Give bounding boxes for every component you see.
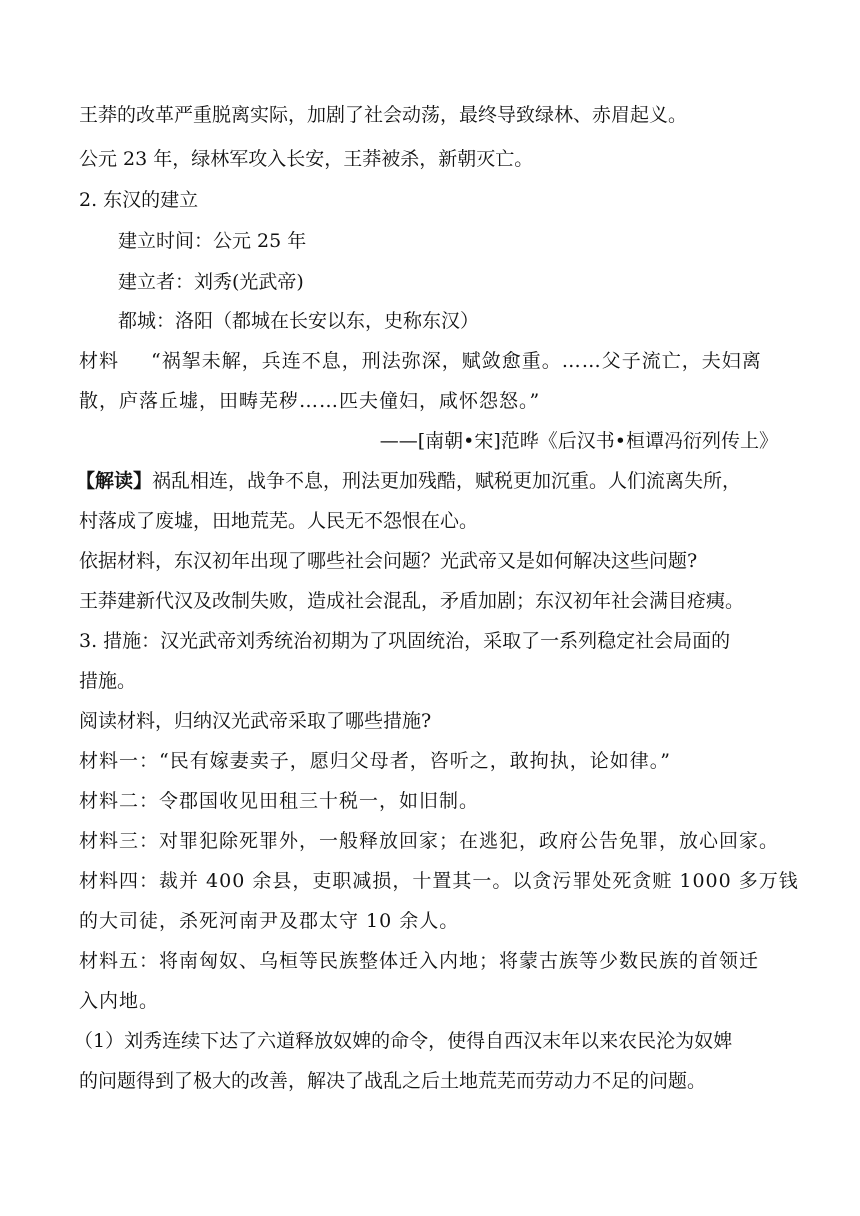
material-item-continued: 入内地。 [79,990,160,1012]
material-item: 材料一：“民有嫁妻卖子，愿归父母者，咨听之，敢拘执，论如律。” [79,750,671,772]
material-label: 材料 [79,350,120,372]
answer-line: 王莽建新代汉及改制失败，造成社会混乱，矛盾加剧；东汉初年社会满目疮痍。 [79,590,745,612]
section-heading: 2. 东汉的建立 [79,189,199,211]
source-citation: ——[南朝•宋]范晔《后汉书•桓谭冯衍列传上》 [379,430,778,452]
paragraph-line: 措施。 [79,670,137,692]
answer-line: （1）刘秀连续下达了六道释放奴婢的命令，使得自西汉末年以来农民沦为奴婢 [74,1030,733,1052]
material-quote-continued: 散，庐落丘墟，田畴芜秽……匹夫僮妇，咸怀怨怒。” [79,390,541,412]
question-line: 依据材料，东汉初年出现了哪些社会问题？光武帝又是如何解决这些问题? [79,550,698,572]
material-item: 材料三：对罪犯除死罪外，一般释放回家；在逃犯，政府公告免罪，放心回家。 [79,830,780,852]
interpretation-text: 祸乱相连，战争不息，刑法更加残酷，赋税更加沉重。人们流离失所， [152,470,742,492]
paragraph-line: 村落成了废墟，田地荒芜。人民无不怨恨在心。 [79,510,479,532]
material-item: 材料五：将南匈奴、乌桓等民族整体迁入内地；将蒙古族等少数民族的首领迁 [79,950,760,972]
material-item: 材料四：裁并 400 余县，吏职减损，十置其一。以贪污罪处死贪赃 1000 多万钱 [79,870,799,892]
question-line: 阅读材料，归纳汉光武帝采取了哪些措施? [79,710,432,732]
interpretation-mark: 【解读】 [76,470,153,492]
material-quote [79,349,762,373]
info-line: 建立者：刘秀(光武帝) [118,271,304,293]
info-line: 都城：洛阳（都城在长安以东，史称东汉） [118,310,480,332]
paragraph-line: 王莽的改革严重脱离实际，加剧了社会动荡，最终导致绿林、赤眉起义。 [79,104,688,126]
material-item: 材料二：令郡国收见田租三十税一，如旧制。 [79,790,480,812]
answer-line: 的问题得到了极大的改善，解决了战乱之后土地荒芜而劳动力不足的问题。 [79,1070,707,1092]
interpretation [76,469,741,493]
material-quote-text: “祸挐未解，兵连不息，刑法弥深，赋敛愈重。……父子流亡，夫妇离 [151,350,762,372]
section-heading: 3. 措施：汉光武帝刘秀统治初期为了巩固统治，采取了一系列稳定社会局面的 [79,630,731,652]
material-item-continued: 的大司徒，杀死河南尹及郡太守 10 余人。 [79,910,460,932]
info-line: 建立时间：公元 25 年 [118,230,307,252]
paragraph-line: 公元 23 年，绿林军攻入长安，王莽被杀，新朝灭亡。 [79,148,534,170]
